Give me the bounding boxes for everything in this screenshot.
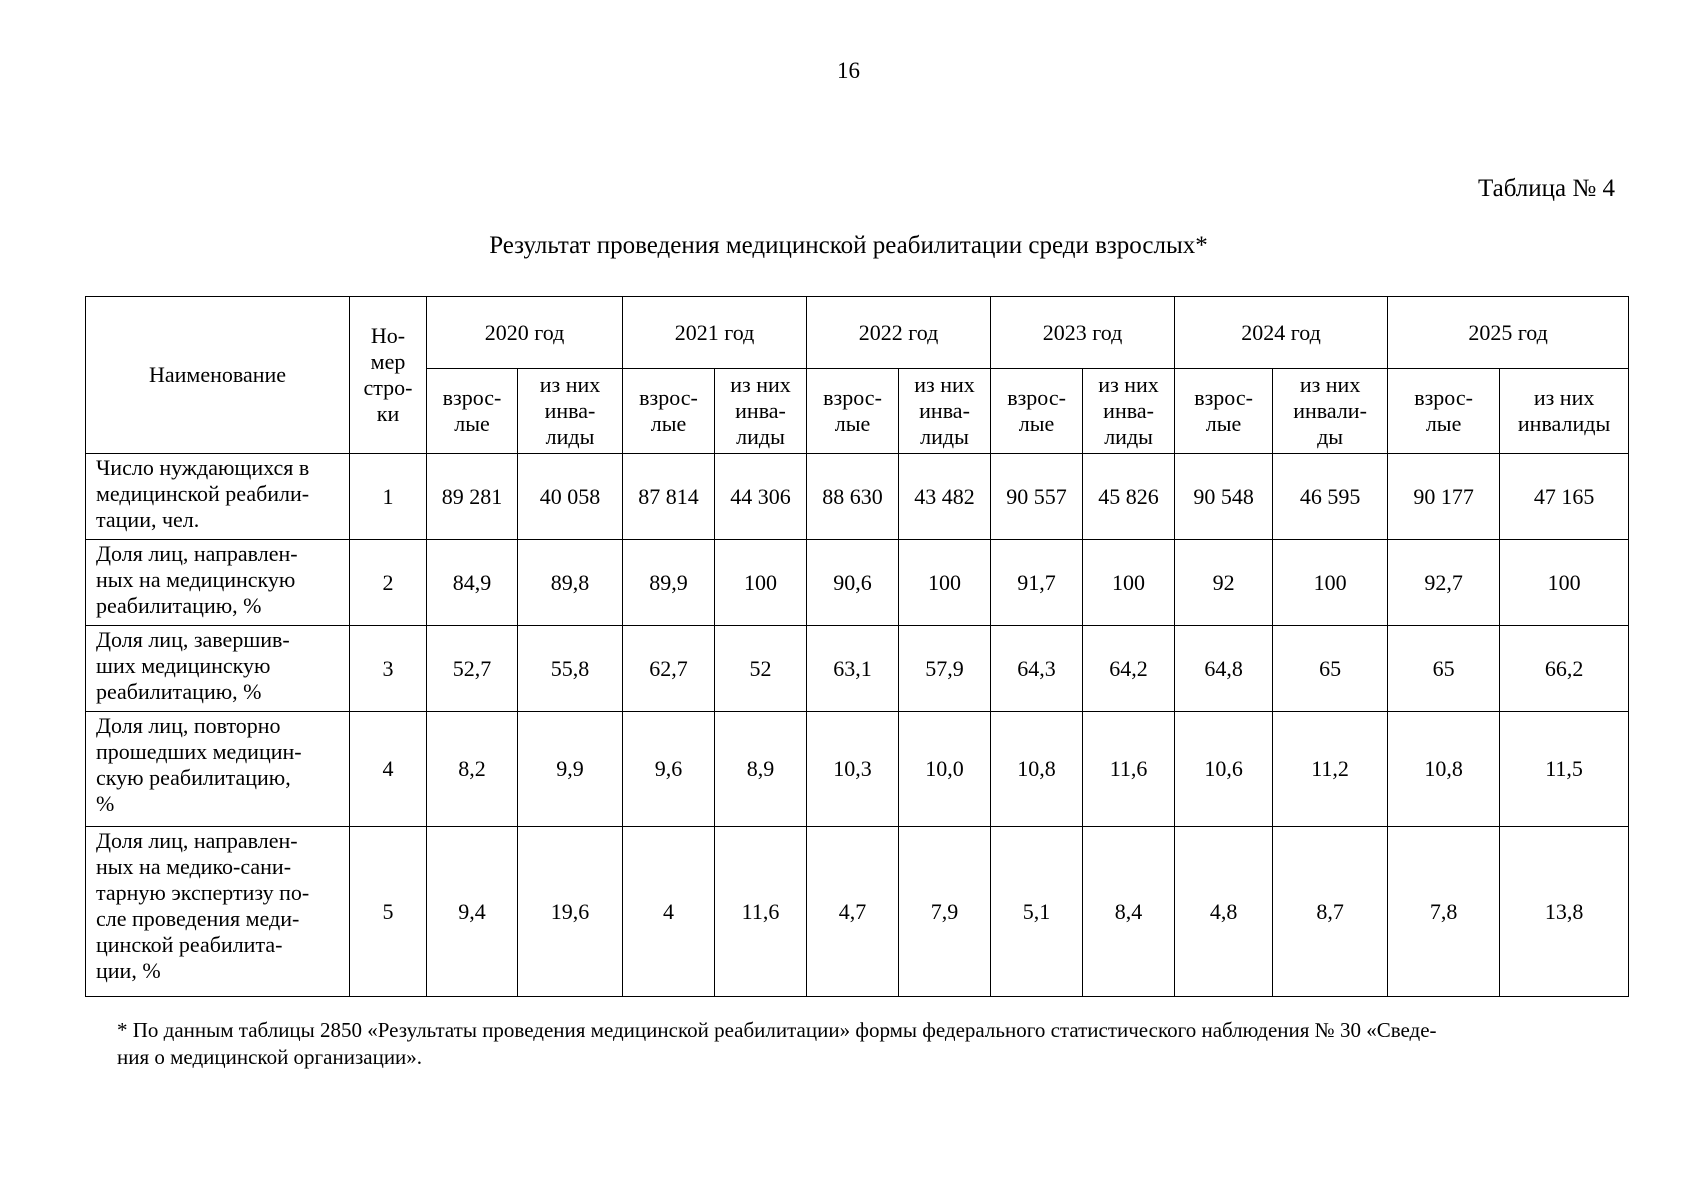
cell-adults: 64,3 bbox=[991, 626, 1083, 712]
row-name: Доля лиц, завершив- ших медицинскую реабилитацию, % bbox=[86, 626, 350, 712]
cell-adults: 92 bbox=[1175, 540, 1273, 626]
cell-adults: 7,8 bbox=[1388, 827, 1500, 997]
header-year-2024: 2024 год bbox=[1175, 297, 1388, 369]
table-label: Таблица № 4 bbox=[1477, 175, 1615, 202]
cell-adults: 10,8 bbox=[1388, 712, 1500, 827]
cell-disabled: 100 bbox=[1273, 540, 1388, 626]
cell-disabled: 65 bbox=[1273, 626, 1388, 712]
cell-adults: 10,3 bbox=[807, 712, 899, 827]
cell-disabled: 100 bbox=[715, 540, 807, 626]
cell-disabled: 52 bbox=[715, 626, 807, 712]
footnote: * По данным таблицы 2850 «Результаты проведения медицинской реабилитации» формы федерального статистического наблюдения № 30 «Сведе- ния о медицинской организации». bbox=[117, 1018, 1437, 1069]
cell-disabled: 8,7 bbox=[1273, 827, 1388, 997]
cell-adults: 89 281 bbox=[427, 454, 518, 540]
cell-disabled: 55,8 bbox=[518, 626, 623, 712]
cell-disabled: 11,6 bbox=[715, 827, 807, 997]
cell-disabled: 57,9 bbox=[899, 626, 991, 712]
cell-adults: 91,7 bbox=[991, 540, 1083, 626]
cell-disabled: 47 165 bbox=[1500, 454, 1629, 540]
cell-adults: 4 bbox=[623, 827, 715, 997]
header-row-years bbox=[86, 297, 1629, 369]
header-adults: взрос- лые bbox=[623, 369, 715, 454]
header-disabled: из них инвалиды bbox=[1500, 369, 1629, 454]
header-row-number: Но- мер стро- ки bbox=[350, 297, 427, 454]
cell-adults: 92,7 bbox=[1388, 540, 1500, 626]
row-number: 5 bbox=[350, 827, 427, 997]
cell-disabled: 43 482 bbox=[899, 454, 991, 540]
table-row bbox=[86, 827, 1629, 997]
cell-disabled: 64,2 bbox=[1083, 626, 1175, 712]
row-name: Доля лиц, повторно прошедших медицин- скую реабилитацию, % bbox=[86, 712, 350, 827]
cell-adults: 4,8 bbox=[1175, 827, 1273, 997]
header-adults: взрос- лые bbox=[807, 369, 899, 454]
cell-adults: 63,1 bbox=[807, 626, 899, 712]
cell-disabled: 11,5 bbox=[1500, 712, 1629, 827]
cell-disabled: 46 595 bbox=[1273, 454, 1388, 540]
cell-disabled: 19,6 bbox=[518, 827, 623, 997]
cell-disabled: 11,6 bbox=[1083, 712, 1175, 827]
data-table bbox=[85, 296, 1629, 997]
cell-disabled: 9,9 bbox=[518, 712, 623, 827]
table-row bbox=[86, 454, 1629, 540]
header-disabled: из них инва- лиды bbox=[899, 369, 991, 454]
cell-adults: 10,8 bbox=[991, 712, 1083, 827]
cell-adults: 9,6 bbox=[623, 712, 715, 827]
table-body bbox=[86, 454, 1629, 997]
header-adults: взрос- лые bbox=[991, 369, 1083, 454]
row-name: Доля лиц, направлен- ных на медицинскую реабилитацию, % bbox=[86, 540, 350, 626]
cell-adults: 5,1 bbox=[991, 827, 1083, 997]
row-number: 2 bbox=[350, 540, 427, 626]
row-number: 4 bbox=[350, 712, 427, 827]
cell-disabled: 40 058 bbox=[518, 454, 623, 540]
cell-disabled: 100 bbox=[1500, 540, 1629, 626]
header-disabled: из них инвали- ды bbox=[1273, 369, 1388, 454]
header-disabled: из них инва- лиды bbox=[518, 369, 623, 454]
row-number: 1 bbox=[350, 454, 427, 540]
cell-adults: 52,7 bbox=[427, 626, 518, 712]
row-name: Доля лиц, направлен- ных на медико-сани- тарную экспертизу по- сле проведения меди- цинской реабилита- ции, % bbox=[86, 827, 350, 997]
cell-adults: 10,6 bbox=[1175, 712, 1273, 827]
table-title: Результат проведения медицинской реабилитации среди взрослых* bbox=[489, 232, 1208, 259]
header-year-2020: 2020 год bbox=[427, 297, 623, 369]
header-year-2022: 2022 год bbox=[807, 297, 991, 369]
cell-disabled: 66,2 bbox=[1500, 626, 1629, 712]
header-disabled: из них инва- лиды bbox=[715, 369, 807, 454]
table-row bbox=[86, 712, 1629, 827]
cell-disabled: 89,8 bbox=[518, 540, 623, 626]
cell-adults: 90 177 bbox=[1388, 454, 1500, 540]
cell-adults: 89,9 bbox=[623, 540, 715, 626]
cell-disabled: 7,9 bbox=[899, 827, 991, 997]
header-year-2023: 2023 год bbox=[991, 297, 1175, 369]
cell-adults: 8,2 bbox=[427, 712, 518, 827]
table-row bbox=[86, 540, 1629, 626]
cell-adults: 90 557 bbox=[991, 454, 1083, 540]
cell-disabled: 13,8 bbox=[1500, 827, 1629, 997]
cell-disabled: 100 bbox=[1083, 540, 1175, 626]
cell-adults: 88 630 bbox=[807, 454, 899, 540]
cell-adults: 65 bbox=[1388, 626, 1500, 712]
header-year-2025: 2025 год bbox=[1388, 297, 1629, 369]
cell-adults: 90 548 bbox=[1175, 454, 1273, 540]
cell-disabled: 45 826 bbox=[1083, 454, 1175, 540]
cell-disabled: 8,4 bbox=[1083, 827, 1175, 997]
header-adults: взрос- лые bbox=[1388, 369, 1500, 454]
header-year-2021: 2021 год bbox=[623, 297, 807, 369]
header-adults: взрос- лые bbox=[1175, 369, 1273, 454]
cell-adults: 9,4 bbox=[427, 827, 518, 997]
cell-disabled: 8,9 bbox=[715, 712, 807, 827]
table-row bbox=[86, 626, 1629, 712]
header-name: Наименование bbox=[86, 297, 350, 454]
cell-adults: 62,7 bbox=[623, 626, 715, 712]
cell-disabled: 44 306 bbox=[715, 454, 807, 540]
cell-adults: 64,8 bbox=[1175, 626, 1273, 712]
cell-adults: 84,9 bbox=[427, 540, 518, 626]
page-number: 16 bbox=[837, 58, 860, 83]
row-number: 3 bbox=[350, 626, 427, 712]
cell-adults: 87 814 bbox=[623, 454, 715, 540]
header-disabled: из них инва- лиды bbox=[1083, 369, 1175, 454]
cell-disabled: 10,0 bbox=[899, 712, 991, 827]
header-adults: взрос- лые bbox=[427, 369, 518, 454]
row-name: Число нуждающихся в медицинской реабили- тации, чел. bbox=[86, 454, 350, 540]
cell-adults: 4,7 bbox=[807, 827, 899, 997]
cell-adults: 90,6 bbox=[807, 540, 899, 626]
cell-disabled: 11,2 bbox=[1273, 712, 1388, 827]
cell-disabled: 100 bbox=[899, 540, 991, 626]
